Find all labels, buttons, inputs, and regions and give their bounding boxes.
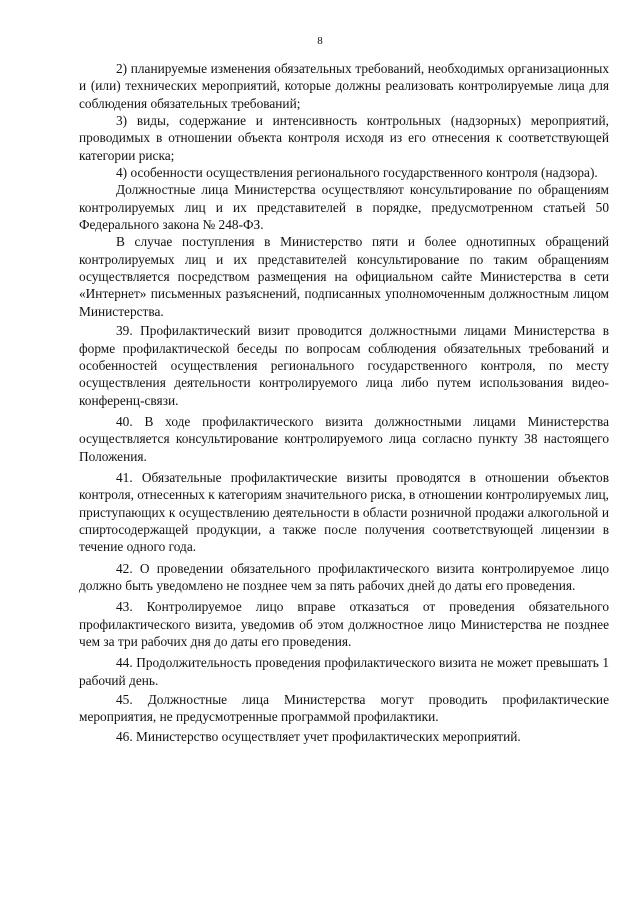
paragraph-41: 41. Обязательные профилактические визиты проводятся в отношении объектов контроля, отнесенных к категориям значительного риска, в отношении контролируемых лиц, приступающих к осуществлению деятельности в области розничной продажи алкогольной и спиртосодержащей продукции, а также после получения соответствующей лицензии в течение одного года.	[79, 469, 609, 555]
paragraph-39: 39. Профилактический визит проводится должностными лицами Министерства в форме профилактической беседы по вопросам соблюдения обязательных требований и особенностей осуществления регионального государственного контроля, по месту осуществления деятельности контролируемого лица либо путем использования видео-конференц-связи.	[79, 323, 609, 408]
paragraph-44: 44. Продолжительность проведения профилактического визита не может превышать 1 рабочий день.	[79, 655, 609, 688]
paragraph-written-explanations: В случае поступления в Министерство пяти и более однотипных обращений контролируемых лиц и их представителей консультирование по таким обращениям осуществляется посредством размещения на официальном сайте Министерства в сети «Интернет» письменных разъяснений, подписанных уполномоченным должностным лицом Министерства.	[79, 234, 609, 319]
paragraph-consulting: Должностные лица Министерства осуществляют консультирование по обращениям контролируемых лиц и их представителей в порядке, предусмотренном статьей 50 Федерального закона № 248-ФЗ.	[79, 182, 609, 233]
paragraph-46: 46. Министерство осуществляет учет профилактических мероприятий.	[116, 728, 521, 744]
paragraph-40: 40. В ходе профилактического визита должностными лицами Министерства осуществляется консультирование контролируемого лица согласно пункту 38 настоящего Положения.	[79, 413, 609, 464]
paragraph-item-3: 3) виды, содержание и интенсивность контрольных (надзорных) мероприятий, проводимых в отношении объекта контроля исходя из его отнесения к соответствующей категории риска;	[79, 113, 609, 163]
page-number: 8	[317, 35, 323, 47]
paragraph-43: 43. Контролируемое лицо вправе отказаться от проведения обязательного профилактического визита, уведомив об этом должностное лицо Министерства не позднее чем за три рабочих дня до даты его проведения.	[79, 599, 609, 649]
paragraph-item-2: 2) планируемые изменения обязательных требований, необходимых организационных и (или) технических мероприятий, которые должны реализовать контролируемые лица для соблюдения обязательных требований;	[79, 61, 609, 111]
paragraph-45: 45. Должностные лица Министерства могут проводить профилактические мероприятия, не предусмотренные программой профилактики.	[79, 692, 609, 725]
document-body	[79, 60, 609, 745]
paragraph-item-4: 4) особенности осуществления регионального государственного контроля (надзора).	[116, 165, 598, 181]
paragraph-42: 42. О проведении обязательного профилактического визита контролируемое лицо должно быть уведомлено не позднее чем за пять рабочих дней до даты его проведения.	[79, 560, 609, 593]
